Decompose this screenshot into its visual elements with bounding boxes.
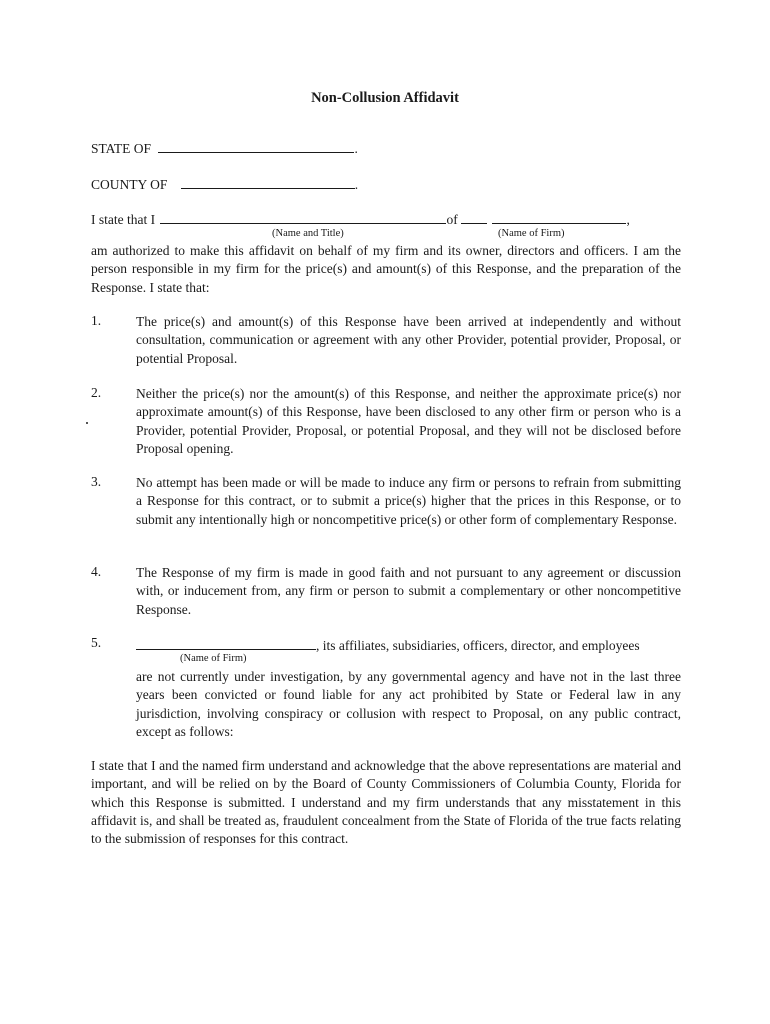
document-title: Non-Collusion Affidavit [311, 90, 459, 106]
county-row [91, 174, 358, 193]
item-text: Neither the price(s) nor the amount(s) of this Response, and neither the approximate price(s) nor approximate amount(s) of this Response, have been disclosed to any other firm or person who is a Provider, potential Provider, Proposal, or potential Proposal, and they will not be disclosed before Proposal opening. [136, 386, 681, 456]
statement-of: of [446, 212, 458, 227]
county-blank[interactable] [181, 174, 355, 189]
firm-caption: (Name of Firm) [498, 228, 565, 239]
state-label: STATE OF [91, 141, 152, 156]
item-text: No attempt has been made or will be made to induce any firm or persons to refrain from submitting a Response for this contract, or to submit a price(s) higher that the prices in this Response, or to submit any intentionally high or noncompetitive price(s) or other form of complementary Response. [136, 475, 681, 527]
item-number: 2. [91, 385, 102, 400]
county-label: COUNTY OF [91, 177, 168, 192]
firm-blank[interactable] [492, 209, 626, 224]
statement-row [91, 209, 630, 228]
intro-paragraph: am authorized to make this affidavit on behalf of my firm and its owner, directors and officers. I am the person responsible in my firm for the price(s) and amount(s) of this Response, and the preparation of the Response. I state that: [91, 243, 681, 295]
firm-blank-short[interactable] [461, 209, 487, 224]
item-number: 5. [91, 635, 102, 650]
item-5-firm-blank[interactable] [136, 635, 316, 650]
state-blank[interactable] [158, 138, 354, 153]
item-number: 4. [91, 564, 102, 579]
statement-prefix: I state that I [91, 212, 156, 227]
county-suffix: . [354, 177, 359, 192]
item-5-firm-caption: (Name of Firm) [180, 653, 247, 664]
name-title-caption: (Name and Title) [272, 228, 344, 239]
closing-paragraph: I state that I and the named firm understand and acknowledge that the above representations are material and important, and will be relied on by the Board of County Commissioners of Columbia County, Florida for which this Response is submitted. I understand and my firm understands that any misstatement in this affidavit is, and shall be treated as, fraudulent concealment from the State of Florida of the true facts relating to the submission of responses for this contract. [91, 758, 681, 847]
item-text: are not currently under investigation, by any governmental agency and have not in the last three years been convicted or found liable for any act prohibited by State or Federal law in any jurisdiction, involving conspiracy or collusion with respect to Proposal, on any public contract, except as follows: [136, 669, 681, 739]
state-suffix: . [354, 141, 358, 156]
item-number: 3. [91, 474, 102, 489]
item-5-lead-text: , its affiliates, subsidiaries, officers, director, and employees [316, 638, 640, 653]
item-5-lead-row [136, 635, 640, 654]
item-number: 1. [91, 313, 102, 328]
state-row [91, 138, 358, 157]
item-text: The price(s) and amount(s) of this Response have been arrived at independently and without consultation, communication or agreement with any other Provider, potential provider, Proposal, or potential Proposal. [136, 314, 681, 366]
name-title-blank[interactable] [160, 209, 446, 224]
stray-mark [86, 422, 88, 424]
statement-suffix: , [626, 212, 630, 227]
item-text: The Response of my firm is made in good faith and not pursuant to any agreement or discussion with, or inducement from, any firm or person to submit a complementary or other noncompetitive Response. [136, 565, 681, 617]
